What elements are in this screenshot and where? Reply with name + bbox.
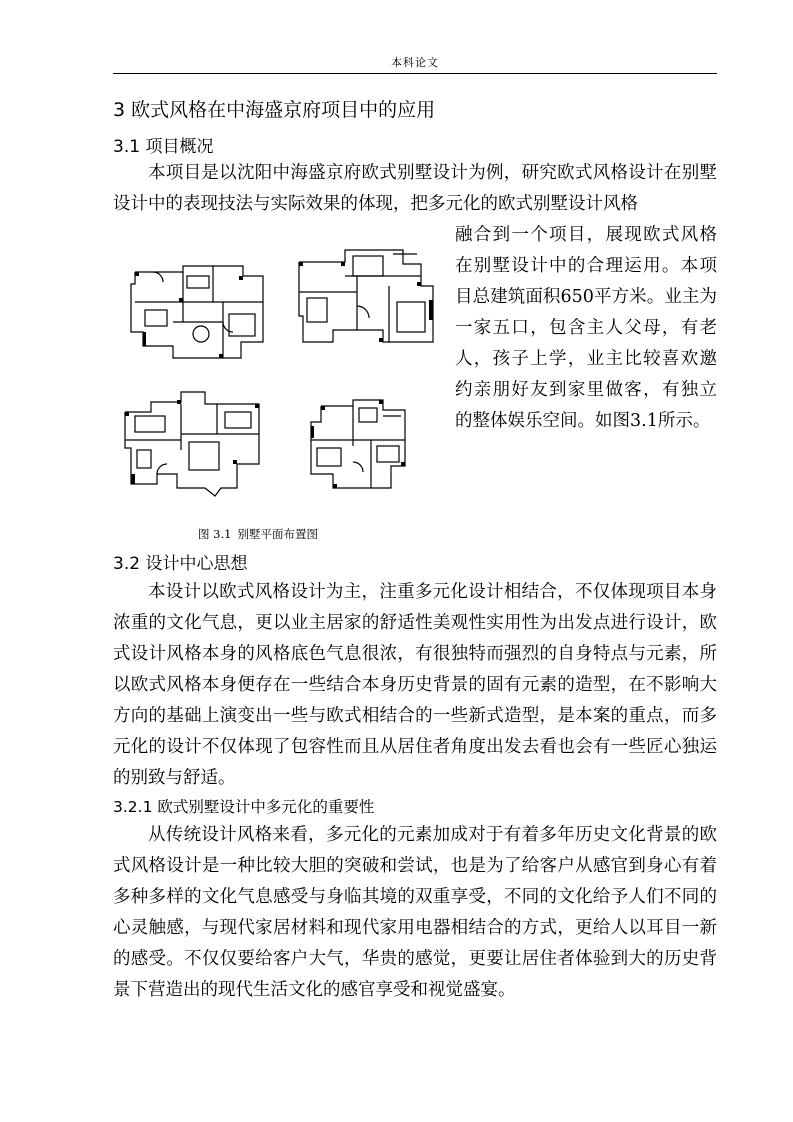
floor-plan-2-image (293, 246, 443, 350)
figure-caption (198, 526, 318, 542)
section-3-2-1-heading: 3.2.1 欧式别墅设计中多元化的重要性 (113, 798, 375, 816)
figure-number: 图 3.1 (198, 527, 232, 541)
header-rule (113, 73, 717, 74)
section-3-1-paragraph-top: 本项目是以沈阳中海盛京府欧式别墅设计为例，研究欧式风格设计在别墅设计中的表现技法与实际效果的体现，把多元化的欧式别墅设计风格 (113, 163, 717, 214)
section-3-2-heading: 3.2 设计中心思想 (113, 554, 248, 574)
figure-caption-text: 别墅平面布置图 (237, 527, 318, 541)
section-3-1-heading: 3.1 项目概况 (113, 137, 214, 157)
floor-plan-4-image (301, 396, 419, 494)
section-3-2-1-paragraph: 从传统设计风格来看，多元化的元素加成对于有着多年历史文化背景的欧式风格设计是一种比较大胆的突破和尝试，也是为了给客户从感官到身心有着多种多样的文化气息感受与身临其境的双重享受，不同的文化给予人们不同的心灵触感，与现代家居材料和现代家用电器相结合的方式，更给人以耳目一新的感受。不仅仅要给客户大气，华贵的感觉，更要让居住者体验到大的历史背景下营造出的现代生活文化的感官享受和视觉盛宴。 (113, 825, 717, 1000)
section-3-1-paragraph-side: 融合到一个项目，展现欧式风格在别墅设计中的合理运用。本项目总建筑面积650平方米。业主为一家五口，包含主人父母，有老人，孩子上学，业主比较喜欢邀约亲朋好友到家里做客，有独立的整体娱乐空间。如图3.1所示。 (455, 225, 717, 431)
header-title: 本科论文 (391, 56, 439, 69)
floor-plan-3-image (117, 388, 267, 500)
section-3-heading: 3 欧式风格在中海盛京府项目中的应用 (113, 99, 436, 121)
figure-floor-plans (113, 240, 448, 510)
floor-plan-1-image (123, 262, 268, 362)
section-3-2-paragraph: 本设计以欧式风格设计为主，注重多元化设计相结合，不仅体现项目本身浓重的文化气息，更以业主居家的舒适性美观性实用性为出发点进行设计，欧式设计风格本身的风格底色气息很浓，有很独特而强烈的自身特点与元素，所以欧式风格本身便存在一些结合本身历史背景的固有元素的造型，在不影响大方向的基础上演变出一些与欧式相结合的一些新式造型，是本案的重点，而多元化的设计不仅体现了包容性而且从居住者角度出发去看也会有一些匠心独运的别致与舒适。 (113, 582, 717, 788)
